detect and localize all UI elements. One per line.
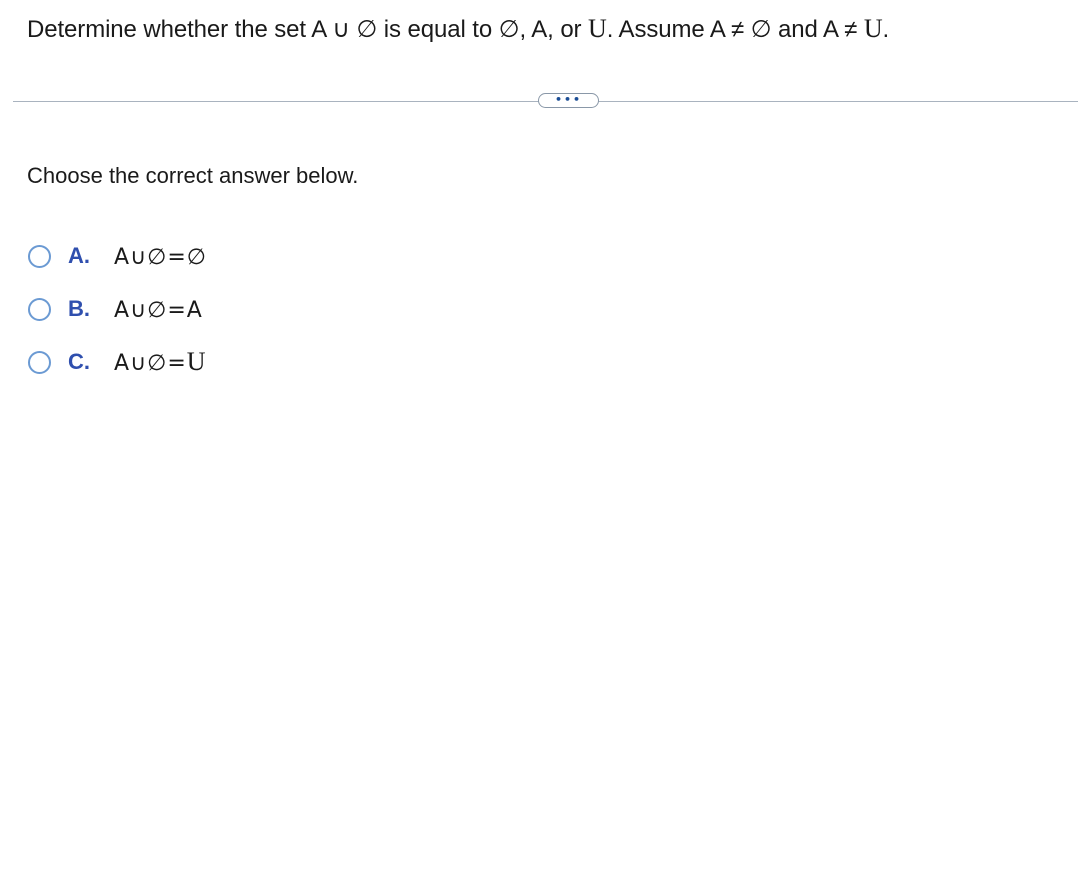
question-part-2: . Assume A ≠ ∅ and A ≠ — [606, 16, 864, 43]
answer-options — [28, 236, 207, 395]
option-expression — [114, 347, 207, 377]
option-b[interactable] — [28, 289, 207, 329]
more-options-button[interactable] — [538, 93, 599, 108]
option-a[interactable] — [28, 236, 207, 276]
answer-prompt: Choose the correct answer below. — [27, 163, 359, 188]
universal-set-symbol: U — [863, 14, 883, 43]
option-expression — [114, 294, 203, 324]
question-text — [27, 13, 889, 46]
question-part-3: . — [882, 16, 890, 43]
expression-text: A∪∅=∅ — [114, 245, 207, 270]
option-expression — [114, 241, 207, 271]
radio-button-icon[interactable] — [28, 351, 51, 374]
option-letter: C. — [68, 349, 90, 374]
option-letter: A. — [68, 243, 90, 268]
expression-text: A∪∅= — [114, 351, 187, 376]
question-part-1: Determine whether the set A ∪ ∅ is equal to ∅, A, or — [27, 16, 589, 43]
option-c[interactable] — [28, 342, 207, 382]
option-letter: B. — [68, 296, 90, 321]
radio-button-icon[interactable] — [28, 298, 51, 321]
universal-set-symbol: U — [588, 14, 607, 43]
radio-button-icon[interactable] — [28, 245, 51, 268]
expression-result: U — [186, 347, 207, 376]
expression-text: A∪∅=A — [114, 298, 203, 323]
ellipsis-icon: ••• — [554, 92, 583, 106]
